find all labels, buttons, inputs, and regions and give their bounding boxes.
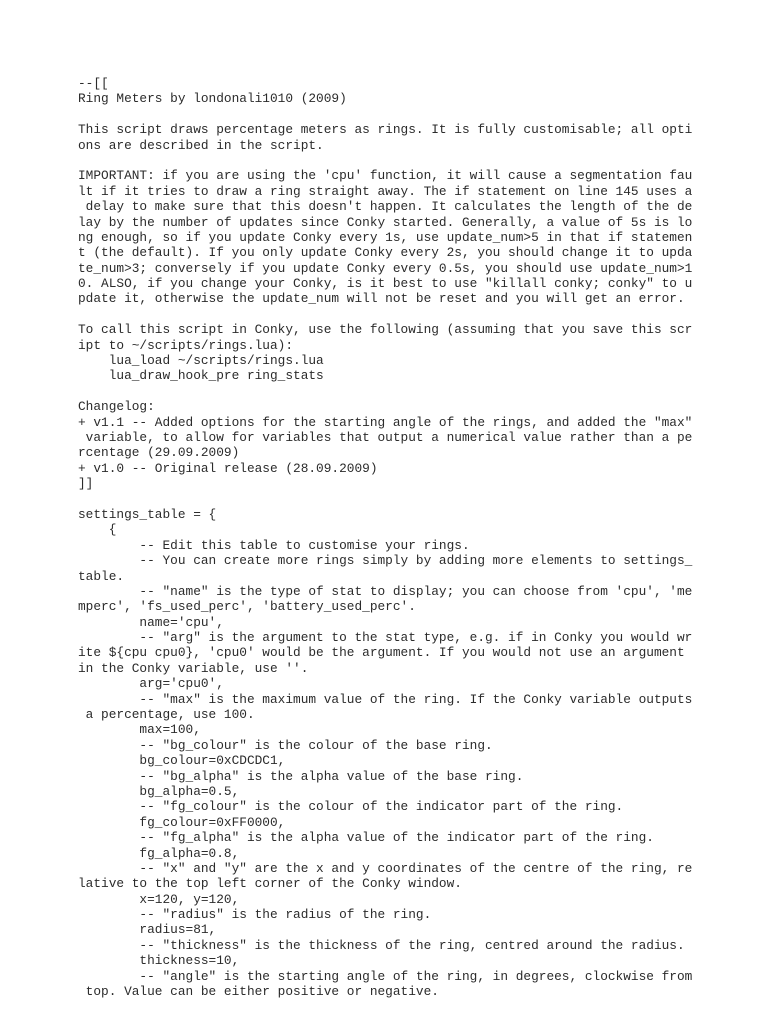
code-line: thickness=10, xyxy=(78,953,240,969)
code-line: -- "fg_colour" is the colour of the indicator part of the ring. xyxy=(78,799,624,815)
code-line xyxy=(78,384,718,399)
code-line: bg_alpha=0.5, xyxy=(78,783,240,799)
code-line: delay to make sure that this doesn't happen. It calculates the length of the de xyxy=(78,199,693,215)
code-line: -- "radius" is the radius of the ring. xyxy=(78,907,432,923)
code-line: ng enough, so if you update Conky every 1s, use update_num>5 in that if statemen xyxy=(78,229,693,245)
code-line: a percentage, use 100. xyxy=(78,707,255,723)
code-line: -- "x" and "y" are the x and y coordinates of the centre of the ring, re xyxy=(78,860,693,876)
code-line: name='cpu', xyxy=(78,614,224,630)
code-line: x=120, y=120, xyxy=(78,891,240,907)
code-line: pdate it, otherwise the update_num will not be reset and you will get an error. xyxy=(78,291,685,307)
code-line: lua_load ~/scripts/rings.lua xyxy=(78,353,324,369)
code-line: + v1.1 -- Added options for the starting angle of the rings, and added the "max" xyxy=(78,414,693,430)
code-line: -- You can create more rings simply by adding more elements to settings_ xyxy=(78,553,693,569)
code-line: top. Value can be either positive or negative. xyxy=(78,984,439,1000)
code-line: { xyxy=(78,522,117,538)
code-line: table. xyxy=(78,568,125,584)
code-line: fg_colour=0xFF0000, xyxy=(78,814,286,830)
code-line: lua_draw_hook_pre ring_stats xyxy=(78,368,324,384)
code-text-block xyxy=(78,76,718,1015)
code-line: 0. ALSO, if you change your Conky, is it best to use "killall conky; conky" to u xyxy=(78,276,693,292)
code-line xyxy=(78,999,718,1014)
code-line: te_num>3; conversely if you update Conky every 0.5s, you should use update_num>1 xyxy=(78,260,693,276)
code-line: -- "thickness" is the thickness of the ring, centred around the radius. xyxy=(78,937,685,953)
code-line: ons are described in the script. xyxy=(78,137,324,153)
code-line: radius=81, xyxy=(78,922,217,938)
code-line: ite ${cpu cpu0}, 'cpu0' would be the argument. If you would not use an argument xyxy=(78,645,685,661)
code-line xyxy=(78,153,718,168)
code-line: -- "arg" is the argument to the stat type, e.g. if in Conky you would wr xyxy=(78,630,693,646)
code-line: rcentage (29.09.2009) xyxy=(78,445,240,461)
code-line: in the Conky variable, use ''. xyxy=(78,660,309,676)
code-line: arg='cpu0', xyxy=(78,676,224,692)
code-line: settings_table = { xyxy=(78,506,217,522)
code-line: Changelog: xyxy=(78,399,155,415)
code-line: -- "fg_alpha" is the alpha value of the indicator part of the ring. xyxy=(78,830,654,846)
code-line: mperc', 'fs_used_perc', 'battery_used_perc'. xyxy=(78,599,416,615)
code-line: -- "angle" is the starting angle of the ring, in degrees, clockwise from xyxy=(78,968,693,984)
code-line: ]] xyxy=(78,476,94,492)
code-line xyxy=(78,107,718,122)
code-line: fg_alpha=0.8, xyxy=(78,845,240,861)
code-line: -- "bg_colour" is the colour of the base ring. xyxy=(78,737,493,753)
code-line: -- Edit this table to customise your rings. xyxy=(78,537,470,553)
code-line: --[[ xyxy=(78,76,109,91)
code-line: lt if it tries to draw a ring straight away. The if statement on line 145 uses a xyxy=(78,183,693,199)
code-line: max=100, xyxy=(78,722,201,738)
code-line: To call this script in Conky, use the following (assuming that you save this scr xyxy=(78,322,693,338)
code-line: Ring Meters by londonali1010 (2009) xyxy=(78,91,347,107)
code-line: variable, to allow for variables that output a numerical value rather than a pe xyxy=(78,429,693,445)
code-line: ipt to ~/scripts/rings.lua): xyxy=(78,337,294,353)
code-line: lative to the top left corner of the Conky window. xyxy=(78,876,462,892)
code-line: t (the default). If you only update Conky every 2s, you should change it to upda xyxy=(78,245,693,261)
code-line: -- "name" is the type of stat to display; you can choose from 'cpu', 'me xyxy=(78,583,693,599)
code-line: IMPORTANT: if you are using the 'cpu' function, it will cause a segmentation fau xyxy=(78,168,693,184)
code-line: This script draws percentage meters as rings. It is fully customisable; all opti xyxy=(78,122,693,138)
code-line: -- "max" is the maximum value of the ring. If the Conky variable outputs xyxy=(78,691,693,707)
code-line: + v1.0 -- Original release (28.09.2009) xyxy=(78,460,378,476)
code-line: -- "bg_alpha" is the alpha value of the base ring. xyxy=(78,768,524,784)
code-line xyxy=(78,492,718,507)
code-line xyxy=(78,307,718,322)
code-line: bg_colour=0xCDCDC1, xyxy=(78,753,286,769)
code-line: lay by the number of updates since Conky started. Generally, a value of 5s is lo xyxy=(78,214,693,230)
